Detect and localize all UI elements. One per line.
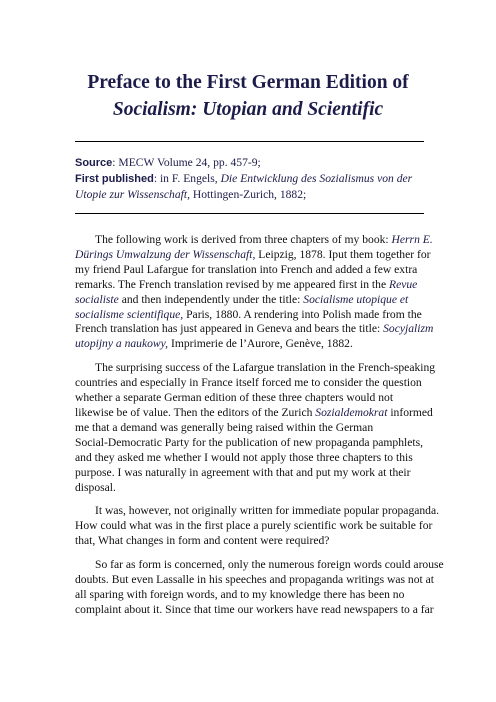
italic-text: Herrn E. [391,233,433,246]
italic-text: utopijny a naukowy, [75,337,169,351]
text-run: my friend Paul Lafargue for translation into French and added a few extra [75,262,418,276]
paragraph-line [75,588,428,603]
paragraph-line [75,451,428,466]
paragraph-line [75,337,428,352]
italic-text: Sozialdemokrat [315,405,388,419]
text-run: Social-Democratic Party for the publication of new propaganda pamphlets, [75,435,424,449]
text-run: Imprimerie de l’Aurore, Genève, 1882. [168,337,353,351]
text-run: So far as form is concerned, only the numerous foreign words could arouse [95,558,444,572]
paragraph-line [75,481,428,496]
text-run: The following work is derived from three chapters of my book: [95,233,392,246]
source-line [75,155,427,171]
paragraph [75,361,436,495]
paragraph-line [75,308,428,323]
title-line-1: Preface to the First German Edition of [87,72,409,93]
text-run: How could what was in the first place a purely scientific work be suitable for [75,519,433,533]
text-run: that, What changes in form and content were required? [75,534,330,548]
published-suffix: Hottingen-Zurich, 1882; [189,188,307,201]
paragraph-line [75,558,444,573]
paragraph-line [75,573,435,588]
paragraph-line [75,602,434,618]
italic-text: Revue [389,277,418,291]
published-title-b: Utopie zur Wissenschaft, [75,188,190,201]
paragraph-line [75,247,431,263]
text-run: likewise be of value. Then the editors of the Zurich [75,405,316,419]
text-run: remarks. The French translation revised by me appeared first in the [75,277,389,291]
paragraph-line [75,519,433,534]
paragraph-line [75,376,428,391]
text-run: all sparing with foreign words, and to my knowledge there has been no [75,587,405,601]
paragraph-line [75,405,433,421]
paragraph-line [75,233,433,248]
text-run: and they asked me whether I would not apply those three chapters to this [75,450,413,464]
published-label: First published [75,173,154,185]
published-title-a: Die Entwicklung des Sozialismus von der [220,172,413,185]
bottom-divider [75,213,424,214]
text-run: French translation has just appeared in Geneva and bears the title: [75,322,384,336]
text-run: whether a separate German edition of these three chapters would not [75,391,394,405]
text-run: countries and especially in France itself forced me to consider the question [75,376,422,390]
paragraph-line [75,361,436,376]
italic-text: Socyjalizm [383,322,434,336]
paragraph [75,233,434,352]
paragraph-line [75,391,428,406]
source-label: Source [75,157,113,169]
published-line-2 [75,187,427,202]
text-run: doubts. But even Lassalle in his speeches and propaganda writings was not at [75,573,435,587]
source-value: : MECW Volume 24, pp. 457-9; [112,156,261,169]
title-line-2: Socialism: Utopian and Scientific [112,99,384,120]
paragraph-line [75,293,428,308]
text-run: The surprising success of the Lafargue translation in the French-speaking [95,361,436,375]
top-divider [75,141,424,142]
paragraph-line [75,278,428,293]
text-run: purpose. I was naturally in agreement with that and put my work at their [75,465,411,479]
paragraph-line [75,534,428,549]
text-run: It was, however, not originally written for immediate popular propaganda. [95,504,440,518]
paragraph-line [75,421,428,436]
published-prefix: : in F. Engels, [153,172,221,185]
paragraph-line [75,263,428,278]
paragraph-line [75,466,428,481]
text-run: informed [387,405,433,419]
text-run: Leipzig, 1878. Iput them together for [255,247,431,261]
text-run: and then independently under the title: [118,292,304,306]
paragraph [75,558,444,618]
text-run: Paris, 1880. A rendering into Polish made from the [183,307,422,321]
paragraph-line [75,504,440,519]
italic-text: Socialisme utopique et [303,292,409,306]
italic-text: socialiste [75,292,119,306]
text-run: disposal. [75,480,116,494]
text-run: me that a demand was generally being raised within the German [75,420,374,434]
page-title [0,69,496,123]
bibliographic-info [75,155,427,202]
italic-text: socialisme scientifique, [75,307,184,321]
published-line [75,171,427,187]
paragraph [75,504,440,549]
text-run: complaint about it. Since that time our workers have read newspapers to a far [75,602,434,616]
body-text [75,233,444,627]
italic-text: Dürings Umwalzung der Wissenschaft, [75,247,256,261]
paragraph-line [75,322,434,337]
paragraph-line [75,436,428,451]
